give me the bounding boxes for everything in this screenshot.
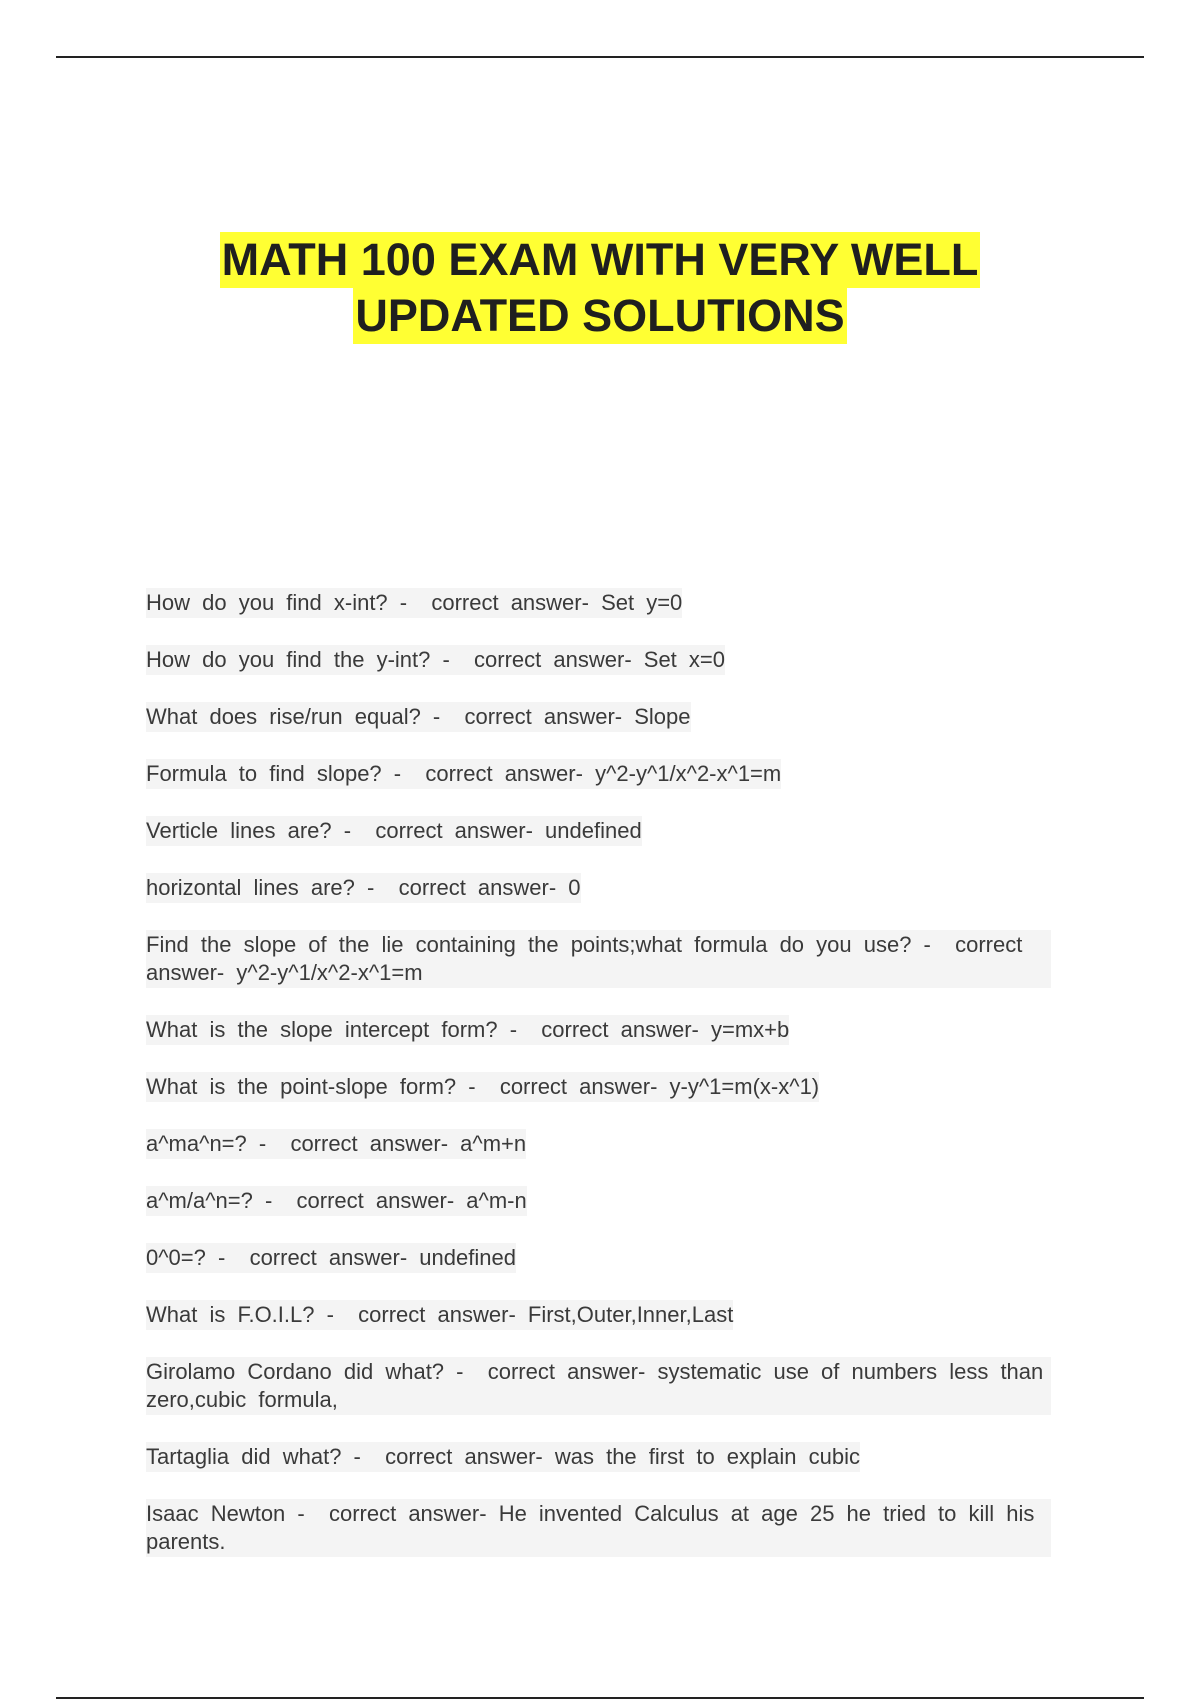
title-line-1: MATH 100 EXAM WITH VERY WELL: [220, 232, 981, 288]
answer-text: y-y^1=m(x-x^1): [669, 1074, 820, 1099]
title-line-2: UPDATED SOLUTIONS: [353, 288, 846, 344]
answer-prefix: correct answer-: [358, 1302, 516, 1327]
answer-text: Set y=0: [601, 590, 683, 615]
answer-text: y^2-y^1/x^2-x^1=m: [595, 761, 782, 786]
answer-text: undefined: [419, 1245, 516, 1270]
header-rule: [56, 56, 1144, 58]
question-text: 0^0=? -: [146, 1245, 226, 1270]
document-title: [0, 232, 1200, 344]
answer-text: First,Outer,Inner,Last: [527, 1302, 734, 1327]
qa-item: [146, 1072, 819, 1102]
answer-prefix: correct answer-: [249, 1245, 408, 1270]
answer-prefix: correct answer-: [499, 1074, 658, 1099]
answer-text: 0: [568, 875, 581, 900]
question-text: Isaac Newton -: [146, 1501, 305, 1526]
qa-item: [146, 702, 691, 732]
answer-text: was the first to explain cubic: [554, 1444, 860, 1469]
answer-text: a^m-n: [466, 1188, 527, 1213]
qa-item: [146, 1129, 526, 1159]
answer-text: a^m+n: [460, 1131, 527, 1156]
qa-item: [146, 873, 581, 903]
question-text: a^ma^n=? -: [146, 1131, 267, 1156]
qa-item: [146, 759, 781, 789]
qa-item: [146, 930, 1051, 988]
qa-item: [146, 1186, 527, 1216]
answer-prefix: correct answer-: [487, 1359, 646, 1384]
question-text: a^m/a^n=? -: [146, 1188, 273, 1213]
answer-prefix: correct answer-: [425, 761, 583, 786]
qa-item: [146, 1499, 1051, 1557]
answer-text: Slope: [634, 704, 691, 729]
question-text: How do you find x-int? -: [146, 590, 408, 615]
qa-item: [146, 816, 642, 846]
answer-prefix: correct answer-: [464, 704, 623, 729]
answer-prefix: correct answer-: [328, 1501, 487, 1526]
question-text: What does rise/run equal? -: [146, 704, 441, 729]
question-text: Formula to find slope? -: [146, 761, 402, 786]
answer-prefix: correct answer-: [385, 1444, 543, 1469]
question-text: Tartaglia did what? -: [146, 1444, 361, 1469]
qa-item: [146, 1300, 733, 1330]
qa-item: [146, 1243, 516, 1273]
answer-prefix: correct answer-: [296, 1188, 455, 1213]
question-text: Girolamo Cordano did what? -: [146, 1359, 464, 1384]
answer-prefix: correct answer-: [431, 590, 589, 615]
question-text: How do you find the y-int? -: [146, 647, 450, 672]
answer-text: systematic use of numbers less than zero,cubic formula,: [146, 1359, 1044, 1412]
qa-item: [146, 1357, 1051, 1415]
question-text: What is F.O.I.L? -: [146, 1302, 334, 1327]
answer-prefix: correct answer-: [375, 818, 533, 843]
qa-item: [146, 1015, 789, 1045]
footer-rule: [56, 1697, 1144, 1699]
answer-text: undefined: [545, 818, 642, 843]
question-text: horizontal lines are? -: [146, 875, 375, 900]
qa-item: [146, 1442, 860, 1472]
question-text: What is the slope intercept form? -: [146, 1017, 518, 1042]
qa-item: [146, 645, 725, 675]
question-text: What is the point-slope form? -: [146, 1074, 476, 1099]
answer-prefix: correct answer-: [398, 875, 557, 900]
answer-prefix: correct answer-: [146, 932, 1023, 985]
answer-prefix: correct answer-: [541, 1017, 699, 1042]
answer-prefix: correct answer-: [474, 647, 632, 672]
qa-list: [146, 588, 1051, 1584]
qa-item: [146, 588, 682, 618]
answer-text: y^2-y^1/x^2-x^1=m: [236, 960, 423, 985]
answer-text: y=mx+b: [710, 1017, 790, 1042]
answer-text: He invented Calculus at age 25 he tried to kill his parents.: [146, 1501, 1035, 1554]
answer-prefix: correct answer-: [290, 1131, 449, 1156]
answer-text: Set x=0: [643, 647, 725, 672]
question-text: Verticle lines are? -: [146, 818, 352, 843]
question-text: Find the slope of the lie containing the points;what formula do you use? -: [146, 932, 931, 957]
